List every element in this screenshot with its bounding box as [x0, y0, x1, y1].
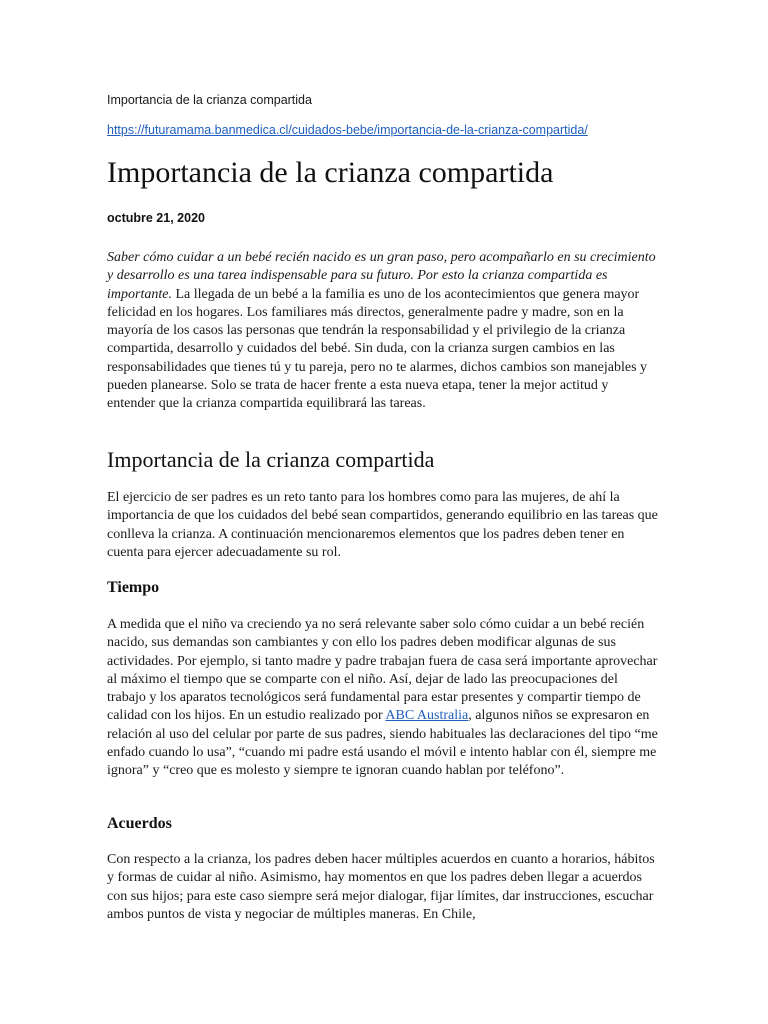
- intro-paragraph: [107, 249, 660, 414]
- intro-text: La llegada de un bebé a la familia es uno de los acontecimientos que genera mayor felicidad en los hogares. Los familiares más directos, generalmente padre y madre, son en la mayoría de los casos las personas que tendrán la responsabilidad y el privilegio de la crianza compartida, desarrollo y cuidados del bebé. Sin duda, con la crianza surgen cambios en las responsabilidades que tienes tú y tu pareja, pero no te alarmes, dichos cambios son manejables y pueden planearse. Solo se trata de hacer frente a esta nueva etapa, tener la mejor actitud y entender que la crianza compartida equilibrará las tareas.: [107, 286, 648, 412]
- tiempo-text-after: , algunos niños se expresaron en relación al uso del celular por parte de sus padres, siendo habituales las declaraciones del tipo “me enfado cuando lo usa”, “cuando mi padre está usando el móvil e intento hablar con él, siempre me ignora” y “creo que es molesto y siempre te ignoran cuando hablan por teléfono”.: [107, 708, 658, 779]
- section-heading: Importancia de la crianza compartida: [107, 447, 435, 472]
- document-label: Importancia de la crianza compartida: [107, 93, 312, 107]
- tiempo-text-before: A medida que el niño va creciendo ya no será relevante saber solo cómo cuidar a un bebé recién nacido, sus demandas son cambiantes y con ello los padres deben modificar algunas de sus actividades. Por ejemplo, si tanto madre y padre trabajan fuera de casa será importante aprovechar al máximo el tiempo que se comparte con el niño. Así, dejar de lado las preocupaciones del trabajo y los aparatos tecnológicos será fundamental para estar presentes y compartir tiempo de calidad con los hijos. En un estudio realizado por: [107, 617, 658, 724]
- source-link[interactable]: https://futuramama.banmedica.cl/cuidados-bebe/importancia-de-la-crianza-compartida/: [107, 123, 588, 137]
- page-title: Importancia de la crianza compartida: [107, 156, 554, 189]
- tiempo-paragraph: [107, 616, 660, 781]
- acuerdos-paragraph: Con respecto a la crianza, los padres deben hacer múltiples acuerdos en cuanto a horarios, hábitos y formas de cuidar al niño. Asimismo, hay momentos en que los padres deben llegar a acuerdos con sus hijos; para este caso siempre será mejor dialogar, fijar límites, dar instrucciones, escuchar ambos puntos de vista y negociar de múltiples maneras. En Chile,: [107, 852, 655, 922]
- publish-date: octubre 21, 2020: [107, 211, 205, 225]
- tiempo-heading: Tiempo: [107, 579, 160, 596]
- abc-australia-link[interactable]: ABC Australia: [385, 708, 469, 724]
- section-paragraph: El ejercicio de ser padres es un reto tanto para los hombres como para las mujeres, de ahí la importancia de que los cuidados del bebé sean compartidos, generando equilibrio en las tareas que conlleva la crianza. A continuación mencionaremos elementos que los padres deben tener en cuenta para ejercer adecuadamente su rol.: [107, 490, 658, 560]
- acuerdos-heading: Acuerdos: [107, 815, 172, 832]
- intro-italic: Saber cómo cuidar a un bebé recién nacido es un gran paso, pero acompañarlo en su crecimiento y desarrollo es una tarea indispensable para su futuro. Por esto la crianza compartida es importante.: [107, 250, 656, 302]
